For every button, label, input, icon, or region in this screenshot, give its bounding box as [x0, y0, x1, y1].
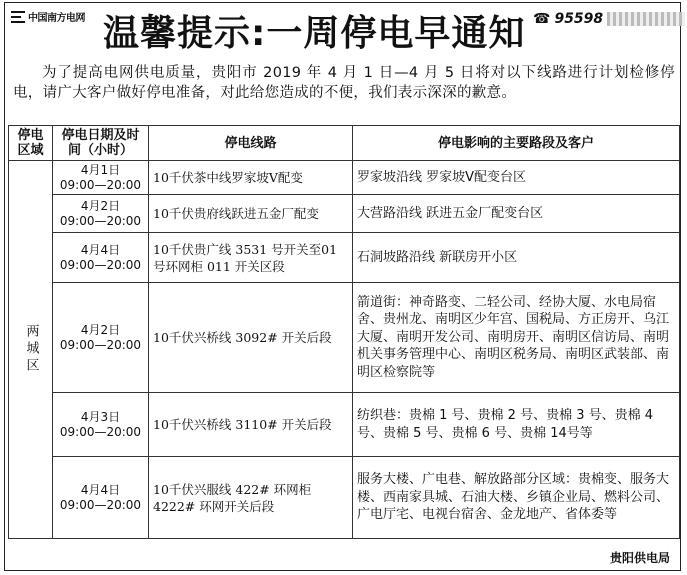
outage-hours: 09:00—20:00: [59, 497, 142, 512]
area-cell: [9, 161, 53, 539]
impact-cell: 罗家坡沿线 罗家坡V配变台区: [353, 161, 680, 195]
time-cell: [53, 161, 149, 195]
table-row: [9, 195, 680, 233]
header-impact: 停电影响的主要路段及客户: [353, 126, 680, 161]
table-row: [9, 161, 680, 195]
table-row: [9, 233, 680, 283]
outage-date: 4月3日: [80, 409, 121, 424]
header-line: 停电线路: [149, 126, 353, 161]
impact-cell: 纺织巷：贵棉 1 号、贵棉 2 号、贵棉 3 号、贵棉 4 号、贵棉 5 号、贵棉 6 号、贵棉 14号等: [353, 393, 680, 457]
notice-frame: [4, 2, 681, 571]
redacted-block: [607, 12, 685, 26]
time-cell: [53, 233, 149, 283]
impact-cell: 石洞坡路沿线 新联房开小区: [353, 233, 680, 283]
line-cell: 10千伏贵广线 3531 号开关至01 号环网柜 011 开关区段: [149, 233, 353, 283]
table-row: [9, 393, 680, 457]
line-cell: 10千伏兴服线 422# 环网柜4222# 环网开关后段: [149, 457, 353, 539]
table-row: [9, 457, 680, 539]
outage-date: 4月4日: [80, 242, 121, 257]
csg-logo-icon: [11, 11, 25, 23]
outage-hours: 09:00—20:00: [59, 337, 142, 352]
table-header-row: [9, 126, 680, 161]
line-cell: 10千伏兴桥线 3092# 开关后段: [149, 283, 353, 393]
table-row: [9, 283, 680, 393]
time-cell: [53, 457, 149, 539]
hotline-number: 95598: [554, 11, 604, 27]
notice-header: [5, 3, 680, 61]
time-cell: [53, 195, 149, 233]
intro-paragraph: 为了提高电网供电质量，贵阳市 2019 年 4 月 1 日—4 月 5 日将对以下线路进行计划检修停电，请广大客户做好停电准备，对此给您造成的不便，我们表示深深的歉意。: [13, 65, 675, 101]
impact-cell: 大营路沿线 跃进五金厂配变台区: [353, 195, 680, 233]
outage-date: 4月2日: [80, 198, 121, 213]
line-cell: 10千伏茶中线罗家坡V配变: [149, 161, 353, 195]
line-cell: 10千伏贵府线跃进五金厂配变: [149, 195, 353, 233]
impact-cell: 箭道街：神奇路变、二轻公司、经协大厦、水电局宿舍、贵州龙、南明区少年宫、国税局、方正房开、乌江大厦、南明开发公司、南明房开、南明区信访局、南明机关事务管理中心、南明区税务局、南明区武装部、南明区检察院等: [353, 283, 680, 393]
line-cell: 10千伏兴桥线 3110# 开关后段: [149, 393, 353, 457]
impact-cell: 服务大楼、广电巷、解放路部分区域：贵棉变、服务大楼、西南家具城、石油大楼、乡镇企业局、燃料公司、广电厅宅、电视台宿舍、金龙地产、省体委等: [353, 457, 680, 539]
outage-date: 4月1日: [80, 162, 121, 177]
outage-hours: 09:00—20:00: [59, 177, 142, 192]
header-time: 停电日期及时间（小时）: [53, 126, 149, 161]
outage-hours: 09:00—20:00: [59, 424, 142, 439]
outage-hours: 09:00—20:00: [59, 257, 142, 272]
outage-table: [8, 125, 680, 539]
time-cell: [53, 393, 149, 457]
hotline: [533, 11, 685, 27]
area-name: 两城区: [23, 324, 39, 375]
issuer-signature: 贵阳供电局: [609, 551, 670, 565]
header-area: 停电区域: [9, 126, 53, 161]
phone-icon: ☎: [533, 11, 551, 27]
notice-title: 温馨提示:一周停电早通知: [103, 13, 526, 54]
outage-date: 4月4日: [80, 482, 121, 497]
outage-date: 4月2日: [80, 322, 121, 337]
outage-hours: 09:00—20:00: [59, 213, 142, 228]
time-cell: [53, 283, 149, 393]
logo-text: 中国南方电网: [28, 13, 85, 24]
csg-logo: [11, 9, 85, 24]
